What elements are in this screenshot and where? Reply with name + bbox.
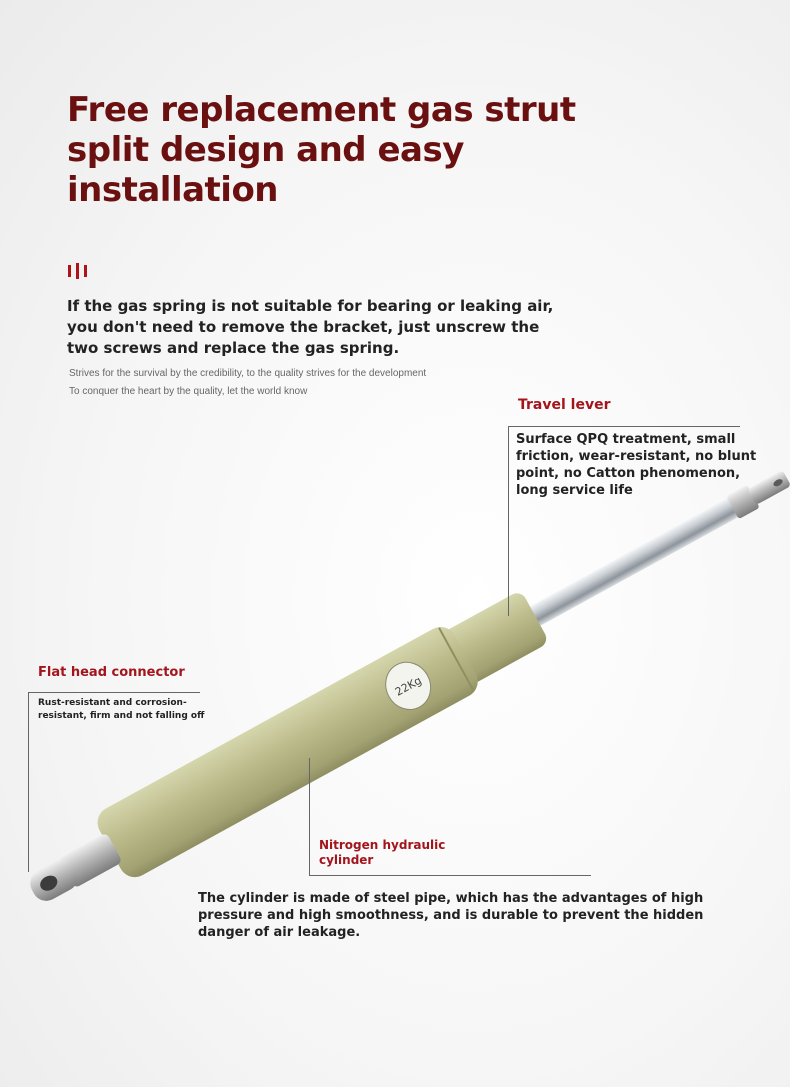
travel-lever-hline (508, 426, 740, 427)
cylinder-desc-line: The cylinder is made of steel pipe, which has the advantages of high (198, 891, 704, 906)
flat-head-hline (28, 692, 200, 693)
title-line-1: Free replacement gas strut (67, 90, 576, 130)
flat-head-vline (28, 692, 29, 872)
travel-lever-vline (508, 426, 509, 616)
travel-lever-desc-line: point, no Catton phenomenon, (516, 466, 741, 481)
flat-head-desc-line: resistant, firm and not falling off (38, 711, 205, 721)
intro-line-1: If the gas spring is not suitable for bearing or leaking air, (67, 297, 554, 315)
travel-lever-label: Travel lever (518, 397, 611, 413)
flat-head-desc-line: Rust-resistant and corrosion- (38, 698, 187, 708)
flat-head-desc (38, 697, 204, 723)
cylinder-desc (198, 890, 703, 941)
flat-head-label: Flat head connector (38, 665, 185, 680)
travel-lever-desc-line: Surface QPQ treatment, small (516, 432, 736, 447)
title-line-3: installation (67, 170, 279, 210)
travel-lever-desc-line: friction, wear-resistant, no blunt (516, 449, 757, 464)
cylinder-label-line: Nitrogen hydraulic (319, 838, 446, 852)
slogan-line-2: To conquer the heart by the quality, let the world know (69, 386, 308, 397)
cylinder-vline (309, 758, 310, 876)
cylinder-hline (309, 875, 591, 876)
intro-line-2: you don't need to remove the bracket, just unscrew the (67, 318, 540, 336)
slogan-line-1: Strives for the survival by the credibility, to the quality strives for the development (69, 368, 427, 379)
cylinder-label (319, 838, 445, 868)
cylinder-desc-line: pressure and high smoothness, and is durable to prevent the hidden (198, 908, 704, 923)
intro-line-3: two screws and replace the gas spring. (67, 339, 400, 357)
cylinder-desc-line: danger of air leakage. (198, 925, 361, 940)
piston-rod (521, 496, 742, 631)
travel-lever-desc (516, 431, 756, 499)
cylinder-label-line: cylinder (319, 853, 374, 867)
travel-lever-desc-line: long service life (516, 483, 633, 498)
sticker-label: 22Kg (392, 673, 424, 699)
title-line-2: split design and easy (67, 130, 464, 170)
